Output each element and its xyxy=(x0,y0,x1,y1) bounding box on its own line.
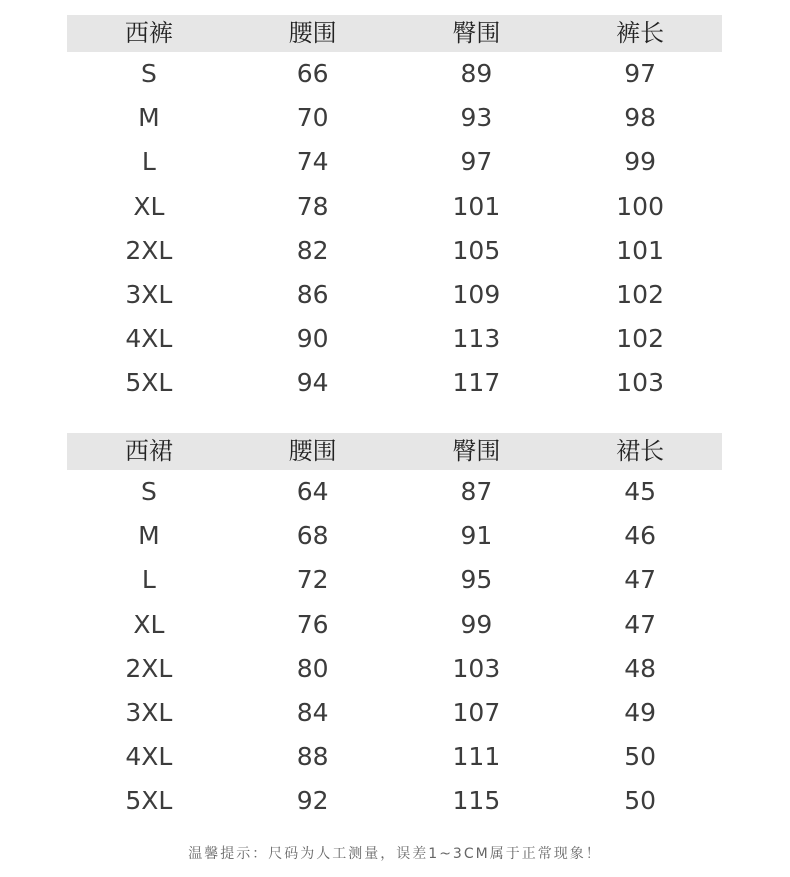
table-row xyxy=(67,514,722,558)
measurement-note: 温馨提示：尺码为人工测量，误差1~3CM属于正常现象！ xyxy=(188,846,602,862)
length-cell: 101 xyxy=(616,235,664,265)
hip-cell: 113 xyxy=(452,324,501,354)
skirt-size-table xyxy=(67,433,722,824)
table-row xyxy=(67,140,722,184)
waist-cell: 66 xyxy=(296,59,329,88)
length-cell: 98 xyxy=(624,103,657,133)
hip-cell: 97 xyxy=(460,147,493,177)
size-cell: 2XL xyxy=(125,653,173,683)
size-cell: 4XL xyxy=(125,742,173,772)
hip-cell: 95 xyxy=(460,565,493,595)
table-row xyxy=(67,185,722,229)
waist-cell: 74 xyxy=(296,147,329,177)
pants-size-table xyxy=(67,15,722,406)
waist-cell: 68 xyxy=(296,521,329,551)
hip-cell: 111 xyxy=(452,742,501,772)
table-header-row xyxy=(67,433,722,470)
hip-cell: 109 xyxy=(452,279,501,309)
size-cell: S xyxy=(140,477,157,506)
table-row xyxy=(67,273,722,317)
size-cell: S xyxy=(140,59,157,88)
size-cell: 2XL xyxy=(125,235,173,265)
waist-cell: 92 xyxy=(296,786,329,816)
table-row xyxy=(67,735,722,779)
waist-cell: 70 xyxy=(296,103,329,133)
hip-cell: 107 xyxy=(452,697,501,727)
length-cell: 45 xyxy=(624,477,657,506)
length-cell: 99 xyxy=(624,147,657,177)
length-cell: 100 xyxy=(616,191,664,221)
hip-cell: 117 xyxy=(452,368,501,398)
size-cell: XL xyxy=(133,609,165,639)
waist-cell: 88 xyxy=(296,742,329,772)
header-cell-length: 裤长 xyxy=(616,19,665,47)
waist-cell: 94 xyxy=(296,368,329,398)
hip-cell: 93 xyxy=(460,103,493,133)
header-cell-hip: 臀围 xyxy=(452,437,501,465)
size-cell: 3XL xyxy=(125,697,173,727)
table-row xyxy=(67,691,722,735)
header-cell-waist: 腰围 xyxy=(288,437,337,465)
length-cell: 50 xyxy=(624,742,657,772)
size-cell: 3XL xyxy=(125,279,173,309)
hip-cell: 115 xyxy=(452,786,501,816)
size-cell: L xyxy=(141,565,156,595)
size-cell: 5XL xyxy=(125,368,173,398)
length-cell: 49 xyxy=(624,697,657,727)
waist-cell: 78 xyxy=(296,191,329,221)
table-row xyxy=(67,603,722,647)
table-header-row xyxy=(67,15,722,52)
length-cell: 47 xyxy=(624,565,657,595)
hip-cell: 105 xyxy=(452,235,501,265)
hip-cell: 89 xyxy=(460,59,493,88)
waist-cell: 80 xyxy=(296,653,329,683)
waist-cell: 64 xyxy=(296,477,329,506)
table-row xyxy=(67,361,722,405)
size-cell: 4XL xyxy=(125,324,173,354)
header-cell-category: 西裙 xyxy=(124,437,173,465)
table-row xyxy=(67,96,722,140)
waist-cell: 84 xyxy=(296,697,329,727)
length-cell: 103 xyxy=(616,368,664,398)
length-cell: 46 xyxy=(624,521,657,551)
waist-cell: 76 xyxy=(296,609,329,639)
size-cell: M xyxy=(138,521,160,551)
size-cell: M xyxy=(138,103,160,133)
hip-cell: 103 xyxy=(452,653,501,683)
size-cell: XL xyxy=(133,191,165,221)
header-cell-waist: 腰围 xyxy=(288,19,337,47)
table-row xyxy=(67,647,722,691)
length-cell: 50 xyxy=(624,786,657,816)
length-cell: 102 xyxy=(616,279,664,309)
table-row xyxy=(67,229,722,273)
hip-cell: 101 xyxy=(452,191,501,221)
hip-cell: 87 xyxy=(460,477,493,506)
hip-cell: 99 xyxy=(460,609,493,639)
table-row xyxy=(67,470,722,514)
table-row xyxy=(67,317,722,361)
length-cell: 48 xyxy=(624,653,657,683)
header-cell-hip: 臀围 xyxy=(452,19,501,47)
header-cell-length: 裙长 xyxy=(616,437,665,465)
header-cell-category: 西裤 xyxy=(124,19,173,47)
waist-cell: 86 xyxy=(296,279,329,309)
length-cell: 97 xyxy=(624,59,657,88)
table-row xyxy=(67,52,722,96)
size-cell: L xyxy=(141,147,156,177)
waist-cell: 90 xyxy=(296,324,329,354)
waist-cell: 72 xyxy=(296,565,329,595)
table-row xyxy=(67,558,722,602)
length-cell: 102 xyxy=(616,324,664,354)
length-cell: 47 xyxy=(624,609,657,639)
waist-cell: 82 xyxy=(296,235,329,265)
hip-cell: 91 xyxy=(460,521,493,551)
size-cell: 5XL xyxy=(125,786,173,816)
table-row xyxy=(67,779,722,823)
